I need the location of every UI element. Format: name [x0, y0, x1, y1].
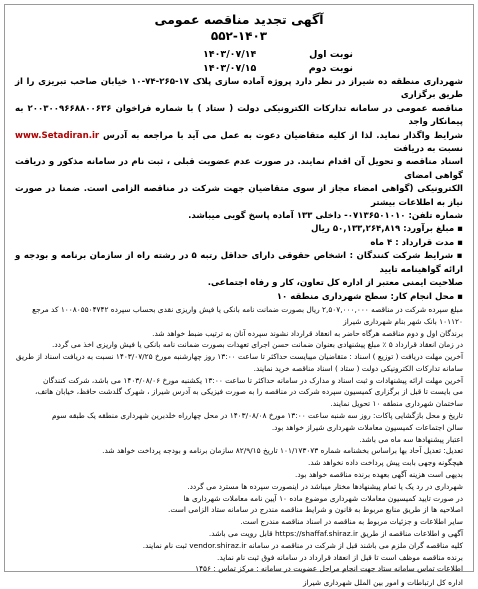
vendor-link-line[interactable]: کلیه مناقصه گران ملزم می باشند قبل از شرکت در مناقصه در سامانه vendor.shiraz.ir ثبت نام نمایند. [142, 540, 463, 550]
winner-registration-line: برنده مناقصه موظف است تا قبل از انعقاد قرارداد در سامانه فوق ثبت نام نماید. [216, 552, 463, 562]
note-line: مبلغ سپرده شرکت در مناقصه ۲,۵۰۷,۰۰۰,۰۰۰ ریال بصورت ضمانت نامه بانکی یا فیش واریزی نقدی بحساب سپرده ۱۰۰۸۰۵۵۰۴۷۴۲ کد مرجع [32, 304, 463, 314]
location-item: ▪ محل انجام کار: سطح شهرداری منطقه ۱۰ [15, 291, 463, 304]
note-line: ۱۰۱۱۲۰ بانک شهر بنام شهرداری شیراز [343, 316, 463, 326]
note-line: سایر اطلاعات و جزئیات مربوط به مناقصه در اسناد مناقصه مندرج است. [240, 517, 463, 527]
intro-line: اسناد مناقصه و تحویل آن اقدام نمایند. در صورت عدم عضویت قبلی ، ثبت نام در سامانه مذکور و دریافت گواهی امضای [15, 157, 463, 181]
issuer-name: اداره کل ارتباطات و امور بین الملل شهرداری شیراز [302, 578, 463, 588]
intro-line: شهرداری منطقه ده شیراز در نظر دارد پروژه آماده سازی پلاک ۱۷-۲۶۵-۷۴-۱۰ خیابان صاحب تبریزی را از طریق برگزاری [15, 77, 463, 101]
links-section [15, 528, 463, 575]
key-items [15, 223, 463, 303]
note-line: تاریخ و محل بازگشایی پاکات: روز سه شنبه ساعت ۱۳:۰۰ مورخ ۱۴۰۳/۰۸/۰۸ در محل چهارراه خلدبرین شهرداری منطقه یک طبقه سوم [51, 411, 463, 421]
budget-item: ▪ مبلغ برآورد: ۵۰,۱۳۳,۲۶۴,۸۱۹ ریال [15, 223, 463, 236]
note-line: می بایست تا قبل از برگزاری کمیسیون سپرده شرکت در مناقصه را به صورت فیزیکی به آدرس شیراز ، شهرک گلدشت حافظ، خیابان هاتف، [34, 387, 463, 397]
note-line: هیچگونه وجهی بابت پیش پرداخت داده نخواهد شد. [307, 458, 463, 468]
note-line: بدیهی است هزینه آگهی بعهده برنده مناقصه خواهد بود. [294, 470, 463, 480]
note-line: سامانه تدارکات الکترونیکی دولت ( ستاد ) اسناد مناقصه خرید نمایند. [253, 363, 463, 373]
note-line: اصلاحیه ها از طریق منابع مربوط به قانون و شرایط مناقصه مندرج در سامانه ستاد الزامی است. [168, 505, 463, 515]
shaffaf-link-line[interactable]: آگهی و اطلاعات مناقصه از طریق https://shaffaf.shiraz.ir قابل رویت می باشد. [208, 529, 463, 539]
note-line: شهرداری در رد یک یا تمام پیشنهادها مختار میباشد در اینصورت سپرده ها مسترد می گردد. [187, 481, 463, 491]
second-publication-date: ۱۴۰۳/۰۷/۱۵ [203, 63, 257, 74]
intro-line [15, 130, 463, 157]
tender-notice [4, 4, 474, 588]
note-line: برندگان اول و دوم مناقصه هرگاه حاضر به انعقاد قرارداد نشوند سپرده آنان به ترتیب ضبط خواهد شد. [152, 328, 463, 338]
intro-text: نسبت به دریافت [393, 144, 463, 155]
intro-text: شرایط واگذار نماید. لذا از کلیه متقاضیان دعوت به عمل می آید با مراجعه به آدرس [103, 130, 463, 141]
note-line: تعدیل: تعدیل آحاد بها براساس بخشنامه شماره ۱۰۱/۱۷۳۰۷۳ تاریخ ۸۲/۹/۱۵ سازمان برنامه و بودجه پرداخت خواهد شد. [102, 446, 463, 456]
issuer-footer [15, 577, 463, 589]
note-line: در زمان انعقاد قرارداد ۵ ٪ مبلغ پیشنهادی بعنوان ضمانت حسن اجرای تعهدات بصورت ضمانت نامه بانکی یا فیش واریزی اخذ می گردد. [52, 340, 463, 350]
second-publication [203, 62, 353, 76]
note-line: ساختمان شهرداری منطقه ۱۰ تحویل نمایند. [330, 399, 463, 409]
first-publication-date: ۱۴۰۳/۰۷/۱۴ [203, 49, 257, 60]
duration-item: ▪ مدت قرارداد : ۴ ماه [15, 237, 463, 250]
conditions-item: ▪ شرایط شرکت کنندگان : اشخاص حقوقی دارای حداقل رتبه ۵ در رشته راه از سازمان برنامه و بودجه و ارائه گواهینامه تایید [15, 250, 463, 277]
intro-line: شماره تلفن: ۰۷۱۳۶۵۰۱۰۱۰- داخلی ۱۳۳ آماده پاسخ گویی میباشد. [188, 211, 463, 222]
first-publication [203, 48, 353, 62]
note-line: اعتبار پیشنهادها سه ماه می باشد. [359, 434, 463, 444]
contact-info-line: اطلاعات تماس سامانه ستاد جهت انجام مراحل عضویت در سامانه : مرکز تماس : ۱۴۵۶ [195, 564, 463, 574]
note-line: در صورت تایید کمیسیون معاملات شهرداری موضوع ماده ۱۰ آیین نامه معاملات شهرداری ها [183, 493, 463, 503]
intro-paragraph [15, 76, 463, 223]
note-line: آخرین مهلت ارائه پیشنهادات و ثبت اسناد و مدارک در سامانه حداکثر تا ساعت ۱۳:۰۰ یکشنبه مورخ ۱۴۰۳/۰۸/۰۶ می باشد، شرکت کنندگان [42, 375, 463, 385]
notes-section [15, 304, 463, 528]
note-line: سالن اجتماعات کمیسیون معاملات شهرداری شیراز خواهد بود. [271, 422, 463, 432]
note-line: آخرین مهلت دریافت ( توزیع ) اسناد : متقاضیان میبایست حداکثر تا ساعت ۱۳:۰۰ روز چهارشنبه مورخ ۱۴۰۳/۰۷/۲۵ نسبت به دریافت اسناد از طریق [15, 352, 463, 362]
notice-number: ۵۵۲-۱۴۰۳ [210, 29, 268, 43]
second-publication-label: نوبت دوم [308, 63, 353, 74]
intro-line: مناقصه عمومی در سامانه تدارکات الکترونیکی دولت ( ستاد ) با شماره فراخوان ۲۰۰۳۰۰۹۶۶۸۸۰۰۶۳۶ به پیمانکار واجد [15, 103, 463, 128]
first-publication-label: نوبت اول [309, 49, 353, 60]
setadiran-link[interactable]: www.Setadiran.ir [15, 130, 100, 141]
intro-line: الکترونیکی (گواهی امضاء مجاز از سوی متقاضیان جهت شرکت در مناقصه الزامی است. ضمنا در صورت نیاز به اطلاعات بیشتر [15, 184, 463, 208]
notice-title: آگهی تجدید مناقصه عمومی [154, 12, 324, 27]
conditions-item-cont: صلاحیت ایمنی معتبر از اداره کل تعاون، کار و رفاه اجتماعی. [207, 278, 463, 289]
publication-dates [203, 48, 353, 76]
